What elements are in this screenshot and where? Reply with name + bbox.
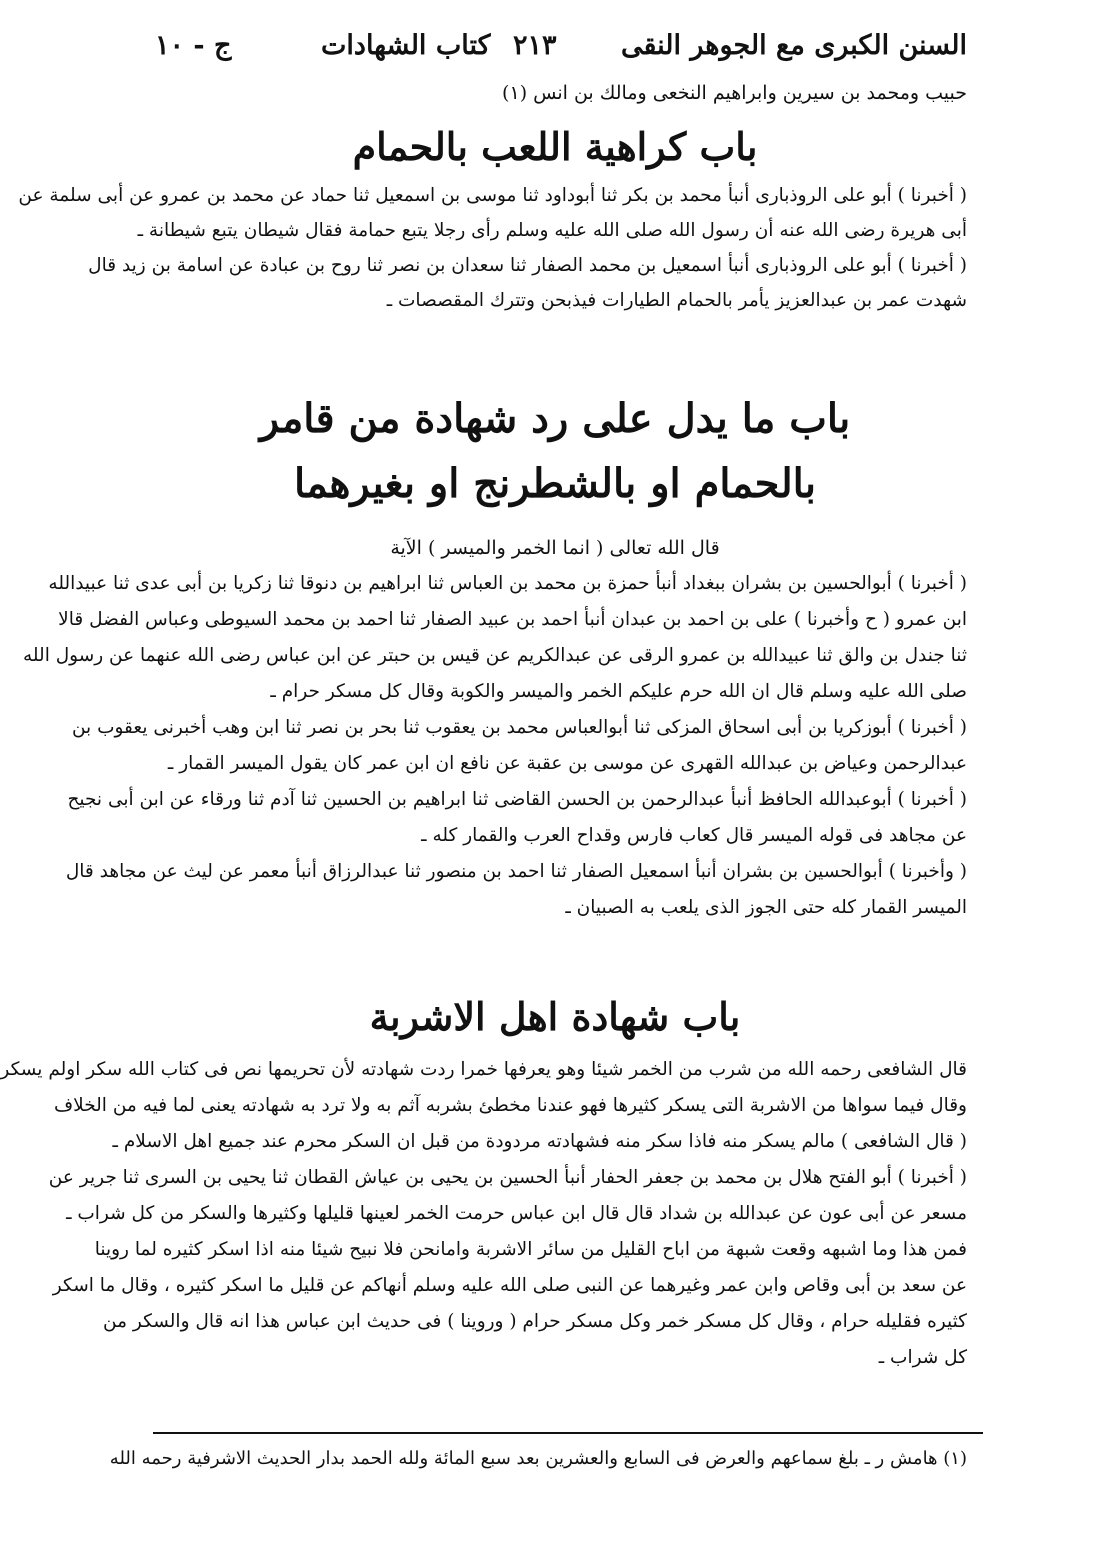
text-line: كل شراب ـ: [878, 1347, 967, 1368]
chapter-title-pigeons: باب كراهية اللعب بالحمام: [352, 124, 758, 169]
text-line: قال الشافعى رحمه الله من شرب من الخمر شيئا وهو يعرفها خمرا ردت شهادته لأن تحريمها نص فى كتاب الله سكر اولم يسكر: [0, 1059, 967, 1080]
text-line: ( وأخبرنا ) أبوالحسين بن بشران أنبأ اسمعيل الصفار ثنا احمد بن منصور ثنا عبدالرزاق أنبأ معمر عن ليث عن مجاهد قال: [65, 861, 967, 882]
text-line: صلى الله عليه وسلم قال ان الله حرم عليكم الخمر والميسر والكوبة وقال كل مسكر حرام ـ: [270, 681, 967, 702]
text-line: ابن عمرو ( ح وأخبرنا ) على بن احمد بن عبدان أنبأ احمد بن عبيد الصفار ثنا احمد بن محمد السيوطى وعباس الفضل قالا: [58, 609, 967, 630]
chapter-title-gambling-line1: باب ما يدل على رد شهادة من قامر: [259, 395, 851, 442]
chapter-title-gambling-line2: بالحمام او بالشطرنج او بغيرهما: [294, 460, 816, 507]
text-line: عن سعد بن أبى وقاص وابن عمر وغيرهما عن النبى صلى الله عليه وسلم أنهاكم عن قليل ما اسكر كثيره ، وقال ما اسكر: [52, 1275, 967, 1296]
running-head-section: كتاب الشهادات: [321, 30, 491, 61]
page-number: ٢١٣: [513, 30, 557, 61]
quran-quote: قال الله تعالى ( انما الخمر والميسر ) الآية: [390, 537, 720, 559]
continuation-line: حبيب ومحمد بن سيرين وابراهيم النخعى ومالك بن انس (١): [502, 82, 967, 104]
text-line: ( أخبرنا ) أبوالحسين بن بشران ببغداد أنبأ حمزة بن محمد بن العباس ثنا ابراهيم بن دنوقا ثنا زكريا بن أبى عدى ثنا عبيدالله: [48, 573, 967, 594]
volume-number: ج - ١٠: [155, 30, 232, 61]
text-line: ثنا جندل بن والق ثنا عبيدالله بن عمرو الرقى عن عبدالكريم عن قيس بن حبتر عن ابن عباس رضى الله عنهما عن رسول الله: [23, 645, 967, 666]
text-line: شهدت عمر بن عبدالعزيز يأمر بالحمام الطيارات فيذبحن وتترك المقصصات ـ: [386, 290, 967, 311]
chapter-title-drinkers: باب شهادة اهل الاشربة: [369, 994, 741, 1039]
text-line: فمن هذا وما اشبهه وقعت شبهة من اباح القليل من سائر الاشربة وامانحن فلا نبيح شيئا منه اذا اسكر كثيره لما روينا: [94, 1239, 967, 1260]
footnote-divider: [153, 1432, 983, 1434]
text-line: ( أخبرنا ) أبو الفتح هلال بن محمد بن جعفر الحفار أنبأ الحسين بن يحيى بن عياش القطان ثنا يحيى بن السرى ثنا جرير عن: [48, 1167, 967, 1188]
text-line: مسعر عن أبى عون عن عبدالله بن شداد قال قال ابن عباس حرمت الخمر لعينها قليلها وكثيرها والسكر من كل شراب ـ: [66, 1203, 967, 1224]
text-line: ( قال الشافعى ) مالم يسكر منه فاذا سكر منه فشهادته مردودة من قبل ان السكر محرم عند جميع اهل الاسلام ـ: [112, 1131, 967, 1152]
text-line: وقال فيما سواها من الاشربة التى يسكر كثيرها فهو عندنا مخطئ بشربه آثم به ولا ترد به شهادته يعنى لما فيه من الخلاف: [54, 1095, 967, 1116]
text-line: ( أخبرنا ) أبو على الروذبارى أنبأ محمد بن بكر ثنا أبوداود ثنا موسى بن اسمعيل ثنا حماد عن محمد بن عمرو عن أبى سلمة عن: [18, 185, 967, 206]
text-line: عبدالرحمن وعياض بن عبدالله القهرى عن موسى بن عقبة عن نافع ان ابن عمر كان يقول الميسر القمار ـ: [167, 753, 967, 774]
text-line: الميسر القمار كله حتى الجوز الذى يلعب به الصبيان ـ: [565, 897, 967, 918]
text-line: عن مجاهد فى قوله الميسر قال كعاب فارس وقداح العرب والقمار كله ـ: [421, 825, 967, 846]
footnote: (١) هامش ر ـ بلغ سماعهم والعرض فى السابع والعشرين بعد سبع المائة ولله الحمد بدار الحديث الاشرفية رحمه الله: [109, 1448, 967, 1469]
text-line: كثيره فقليله حرام ، وقال كل مسكر خمر وكل مسكر حرام ( وروينا ) فى حديث ابن عباس هذا انه قال والسكر من: [103, 1311, 967, 1332]
text-line: ( أخبرنا ) أبو على الروذبارى أنبأ اسمعيل بن محمد الصفار ثنا سعدان بن نصر ثنا روح بن عبادة عن اسامة بن زيد قال: [88, 255, 967, 276]
text-line: أبى هريرة رضى الله عنه أن رسول الله صلى الله عليه وسلم رأى رجلا يتبع حمامة فقال شيطان يتبع شيطانة ـ: [137, 220, 967, 241]
running-head-book-title: السنن الكبرى مع الجوهر النقى: [620, 30, 967, 61]
text-line: ( أخبرنا ) أبوزكريا بن أبى اسحاق المزكى ثنا أبوالعباس محمد بن يعقوب ثنا بحر بن نصر ثنا ابن وهب أخبرنى يعقوب بن: [71, 717, 967, 738]
text-line: ( أخبرنا ) أبوعبدالله الحافظ أنبأ عبدالرحمن بن الحسن القاضى ثنا ابراهيم بن الحسين ثنا آدم ثنا ورقاء عن ابن أبى نجيح: [67, 789, 967, 810]
